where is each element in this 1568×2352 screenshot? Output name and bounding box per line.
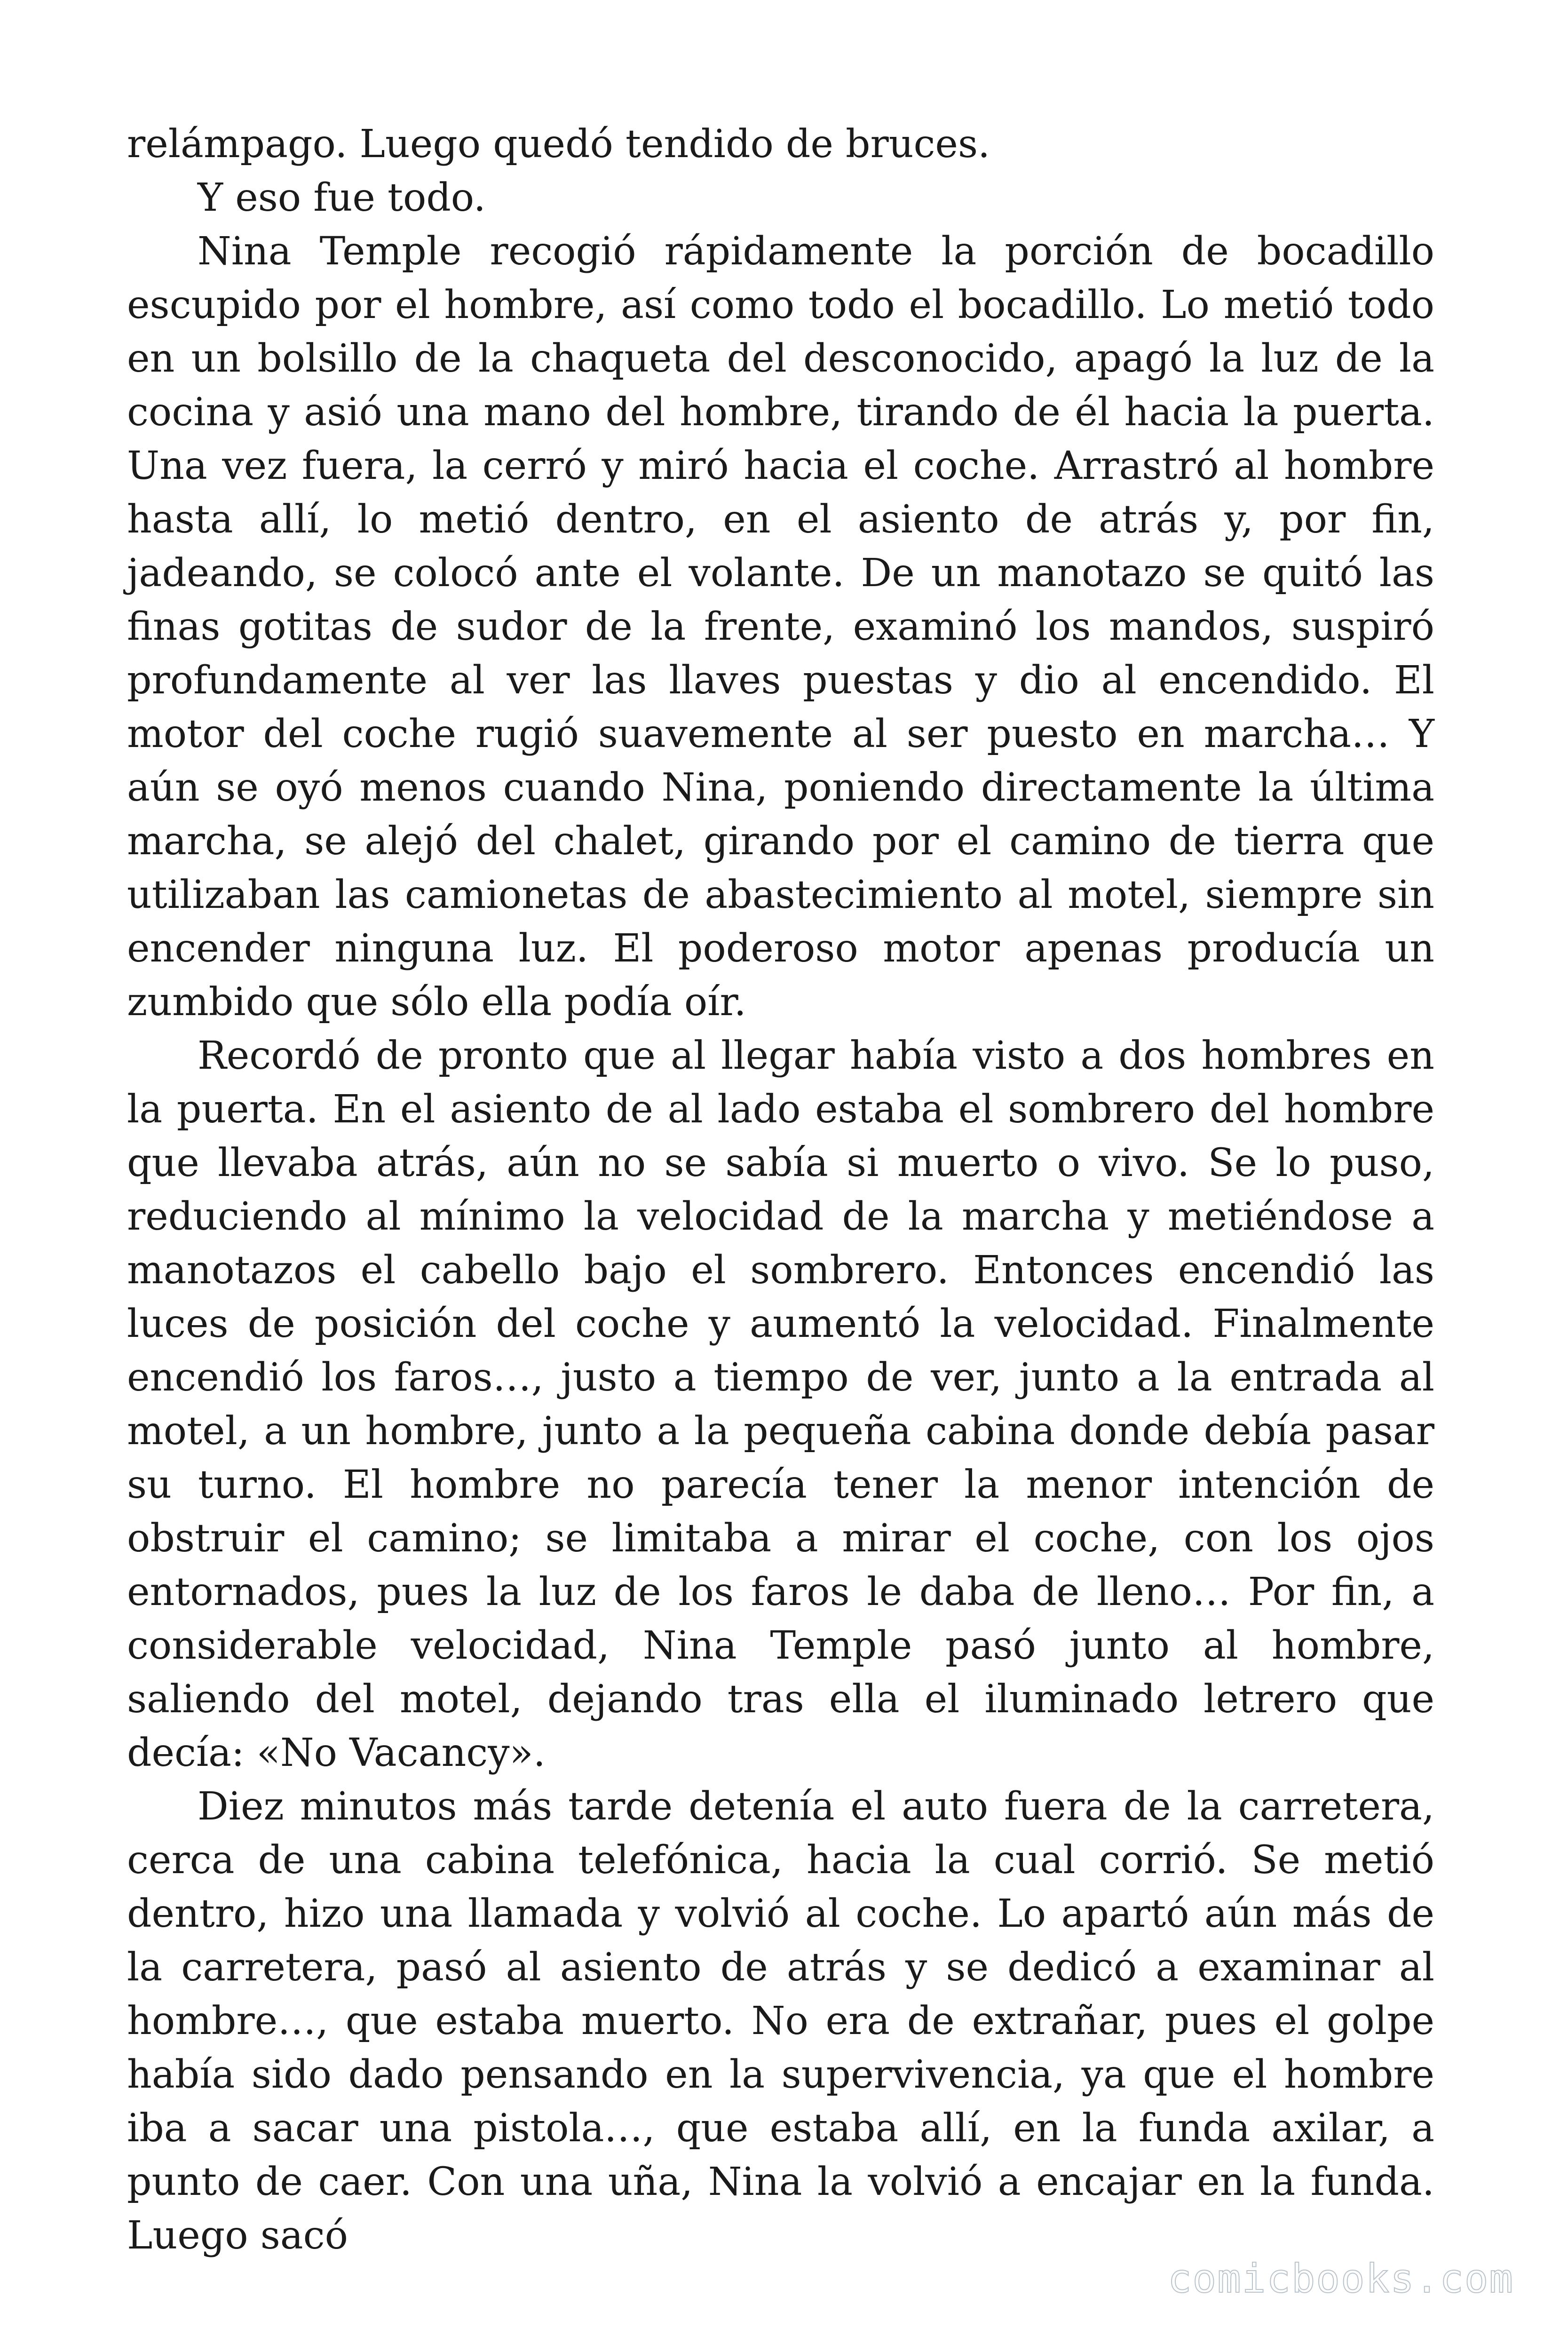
paragraph: Y eso fue todo. (198, 175, 486, 220)
watermark: comicbooks.com (1167, 2256, 1514, 2302)
paragraph: Diez minutos más tarde detenía el auto fuera de la carretera, cerca de una cabina telefónica, hacia la cual corrió. Se metió dentro, hizo una llamada y volvió al coche. Lo apartó aún más de la carretera, pasó al asiento de atrás y se dedicó a examinar al hombre…, que estaba muerto. No era de extrañar, pues el golpe había sido dado pensando en la supervivencia, ya que el hombre iba a sacar una pistola…, que estaba allí, en la funda axilar, a punto de caer. Con una uña, Nina la volvió a encajar en la funda. Luego sacó (127, 1784, 1434, 2258)
paragraph: Nina Temple recogió rápidamente la porción de bocadillo escupido por el hombre, así como todo el bocadillo. Lo metió todo en un bolsillo de la chaqueta del desconocido, apagó la luz de la cocina y asió una mano del hombre, tirando de él hacia la puerta. Una vez fuera, la cerró y miró hacia el coche. Arrastró al hombre hasta allí, lo metió dentro, en el asiento de atrás y, por fin, jadeando, se colocó ante el volante. De un manotazo se quitó las finas gotitas de sudor de la frente, examinó los mandos, suspiró profundamente al ver las llaves puestas y dio al encendido. El motor del coche rugió suavemente al ser puesto en marcha… Y aún se oyó menos cuando Nina, poniendo directamente la última marcha, se alejó del chalet, girando por el camino de tierra que utilizaban las camionetas de abastecimiento al motel, siempre sin encender ninguna luz. El poderoso motor apenas producía un zumbido que sólo ella podía oír. (127, 229, 1434, 1025)
page-body (127, 118, 1434, 2263)
paragraph: Recordó de pronto que al llegar había visto a dos hombres en la puerta. En el asiento de al lado estaba el sombrero del hombre que llevaba atrás, aún no se sabía si muerto o vivo. Se lo puso, reduciendo al mínimo la velocidad de la marcha y metiéndose a manotazos el cabello bajo el sombrero. Entonces encendió las luces de posición del coche y aumentó la velocidad. Finalmente encendió los faros…, justo a tiempo de ver, junto a la entrada al motel, a un hombre, junto a la pequeña cabina donde debía pasar su turno. El hombre no parecía tener la menor intención de obstruir el camino; se limitaba a mirar el coche, con los ojos entornados, pues la luz de los faros le daba de lleno… Por fin, a considerable velocidad, Nina Temple pasó junto al hombre, saliendo del motel, dejando tras ella el iluminado letrero que decía: «No Vacancy». (127, 1033, 1434, 1775)
paragraph-continuation: relámpago. Luego quedó tendido de bruces. (127, 122, 990, 167)
